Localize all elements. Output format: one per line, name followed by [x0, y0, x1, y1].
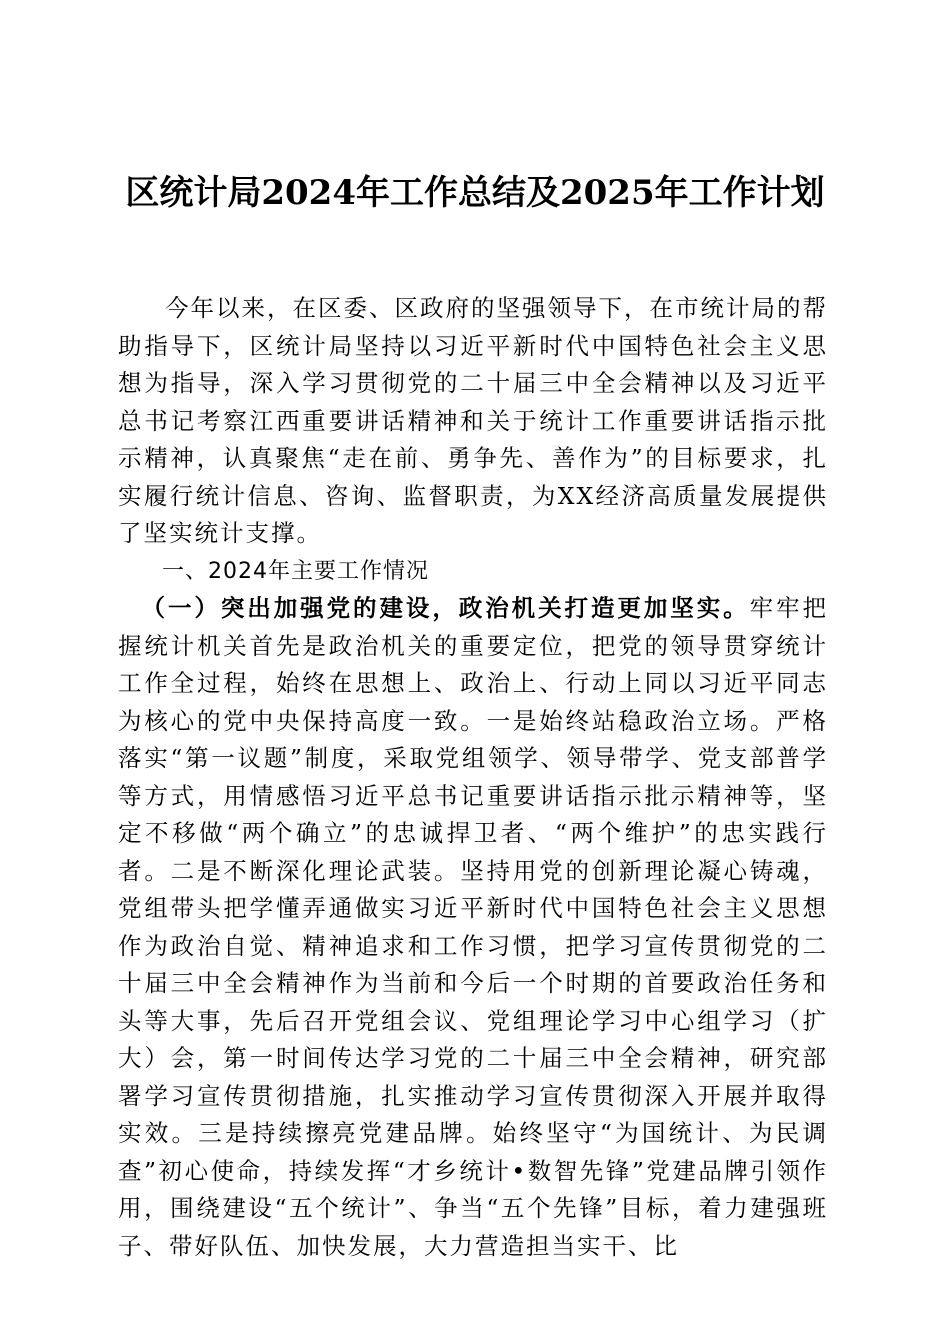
subsection-paragraph-1 [118, 590, 828, 1265]
document-title: 区统计局2024年工作总结及2025年工作计划 [125, 173, 825, 213]
section-heading-1: 一、2024年主要工作情况 [162, 558, 429, 584]
subsection-body-1: 牢牢把握统计机关首先是政治机关的重要定位，把党的领导贯穿统计工作全过程，始终在思想上、政治上、行动上同以习近平同志为核心的党中央保持高度一致。一是始终站稳政治立场。严格落实“第一议题”制度，采取党组领学、领导带学、党支部普学等方式，用情感悟习近平总书记重要讲话指示批示精神等，坚定不移做“两个确立”的忠诚捍卫者、“两个维护”的忠实践行者。二是不断深化理论武装。坚持用党的创新理论凝心铸魂，党组带头把学懂弄通做实习近平新时代中国特色社会主义思想作为政治自觉、精神追求和工作习惯，把学习宣传贯彻党的二十届三中全会精神作为当前和今后一个时期的首要政治任务和头等大事，先后召开党组会议、党组理论学习中心组学习（扩大）会，第一时间传达学习党的二十届三中全会精神，研究部署学习宣传贯彻措施，扎实推动学习宣传贯彻深入开展并取得实效。三是持续擦亮党建品牌。始终坚守“为国统计、为民调查”初心使命，持续发挥“才乡统计•数智先锋”党建品牌引领作用，围绕建设“五个统计”、争当“五个先锋”目标，着力建强班子、带好队伍、加快发展，大力营造担当实干、比 [118, 594, 829, 1260]
document-body [118, 290, 828, 1265]
intro-paragraph: 今年以来，在区委、区政府的坚强领导下，在市统计局的帮助指导下，区统计局坚持以习近平新时代中国特色社会主义思想为指导，深入学习贯彻党的二十届三中全会精神以及习近平总书记考察江西重要讲话精神和关于统计工作重要讲话指示批示精神，认真聚焦“走在前、勇争先、善作为”的目标要求，扎实履行统计信息、咨询、监督职责，为XX经济高质量发展提供了坚实统计支撑。 [118, 294, 828, 547]
subsection-lead-1: （一）突出加强党的建设，政治机关打造更加坚实。 [141, 594, 750, 622]
